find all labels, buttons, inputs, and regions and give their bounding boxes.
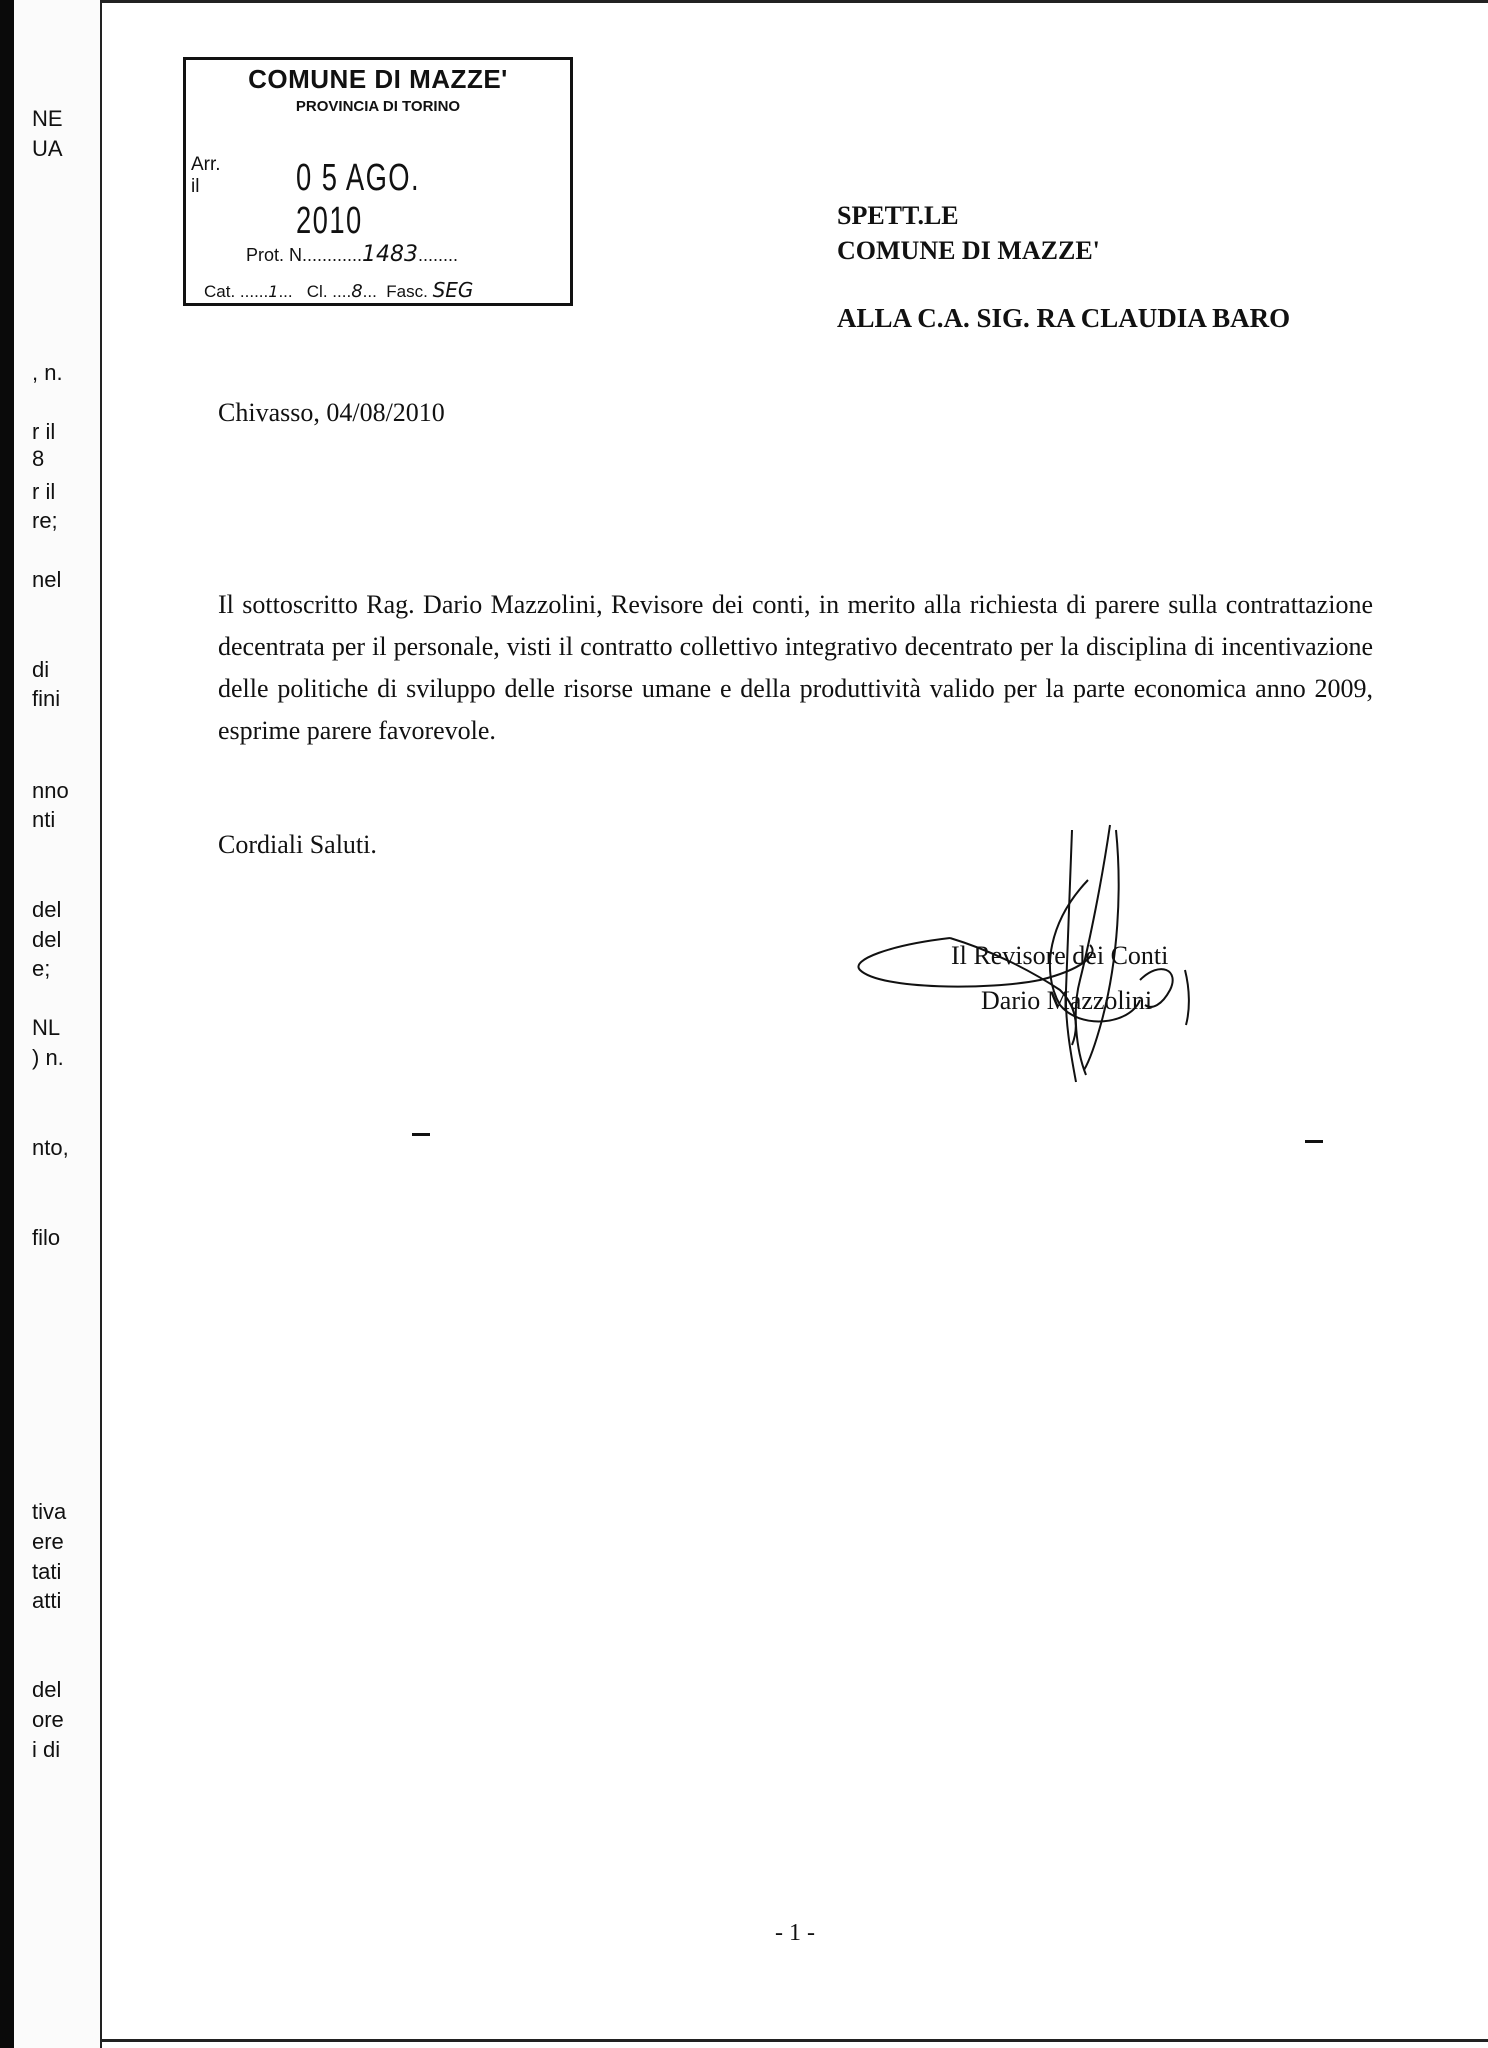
fragment-text: del bbox=[32, 897, 62, 922]
recipient-line-2: COMUNE DI MAZZE' bbox=[837, 236, 1100, 265]
fragment-text: del bbox=[32, 1677, 62, 1702]
stamp-classification: Cat. ......1... Cl. ....8... Fasc. SEG bbox=[204, 278, 474, 302]
fragment-text: e; bbox=[32, 956, 51, 981]
fragment-text: NL bbox=[32, 1015, 61, 1040]
fragment-text: del bbox=[32, 927, 62, 952]
fragment-text: i di bbox=[32, 1737, 61, 1762]
stamp-protocol-number: Prot. N............1483........ bbox=[246, 242, 459, 267]
bottom-edge-rule bbox=[100, 2039, 1488, 2042]
stamp-date: 0 5 AGO. 2010 bbox=[296, 157, 421, 242]
fragment-text: tati bbox=[32, 1559, 62, 1584]
page-number: - 1 - bbox=[775, 1920, 815, 1946]
fragment-text: r il bbox=[32, 419, 56, 444]
stamp-arrival-label: Arr. il bbox=[191, 154, 221, 197]
fragment-text: nto, bbox=[32, 1135, 69, 1160]
top-edge-rule bbox=[100, 0, 1488, 3]
fragment-text: re; bbox=[32, 508, 58, 533]
fragment-text: ere bbox=[32, 1529, 64, 1554]
fragment-text: nel bbox=[32, 567, 62, 592]
place-and-date: Chivasso, 04/08/2010 bbox=[218, 398, 445, 427]
scan-mark bbox=[1305, 1140, 1323, 1143]
signature-name: Dario Mazzolini bbox=[981, 986, 1153, 1015]
fragment-text: tiva bbox=[32, 1499, 67, 1524]
fragment-text: filo bbox=[32, 1225, 61, 1250]
recipient-line-1: SPETT.LE bbox=[837, 201, 959, 230]
stamp-subtitle: PROVINCIA DI TORINO bbox=[295, 98, 461, 115]
fragment-text: 8 bbox=[32, 446, 45, 471]
stamp-title: COMUNE DI MAZZE' bbox=[248, 64, 508, 94]
fragment-text: nno bbox=[32, 778, 69, 803]
closing-greeting: Cordiali Saluti. bbox=[218, 830, 377, 859]
fragment-text: atti bbox=[32, 1588, 62, 1613]
fragment-text: r il bbox=[32, 479, 56, 504]
scan-edge bbox=[0, 0, 14, 2048]
letter-body: Il sottoscritto Rag. Dario Mazzolini, Revisore dei conti, in merito alla richiesta di parere sulla contrattazione decentrata per il personale, visti il contratto collettivo integrativo decentrato per la disciplina di incentivazione delle politiche di sviluppo delle risorse umane e della produttività valido per la parte economica anno 2009, esprime parere favorevole. bbox=[218, 590, 1373, 745]
fragment-text: di bbox=[32, 657, 50, 682]
fragment-text: , n. bbox=[32, 360, 63, 385]
fragment-text: UA bbox=[32, 136, 63, 161]
fragment-text: nti bbox=[32, 807, 56, 832]
fragment-text: ) n. bbox=[32, 1045, 64, 1070]
scan-mark bbox=[412, 1133, 430, 1136]
fragment-text: NE bbox=[32, 106, 63, 131]
recipient-line-3: ALLA C.A. SIG. RA CLAUDIA BARO bbox=[837, 303, 1291, 333]
protocol-stamp bbox=[183, 57, 573, 306]
signature-title: Il Revisore dei Conti bbox=[951, 941, 1169, 970]
previous-page-fragment bbox=[14, 0, 102, 2048]
fragment-text: fini bbox=[32, 686, 61, 711]
fragment-text: ore bbox=[32, 1707, 64, 1732]
